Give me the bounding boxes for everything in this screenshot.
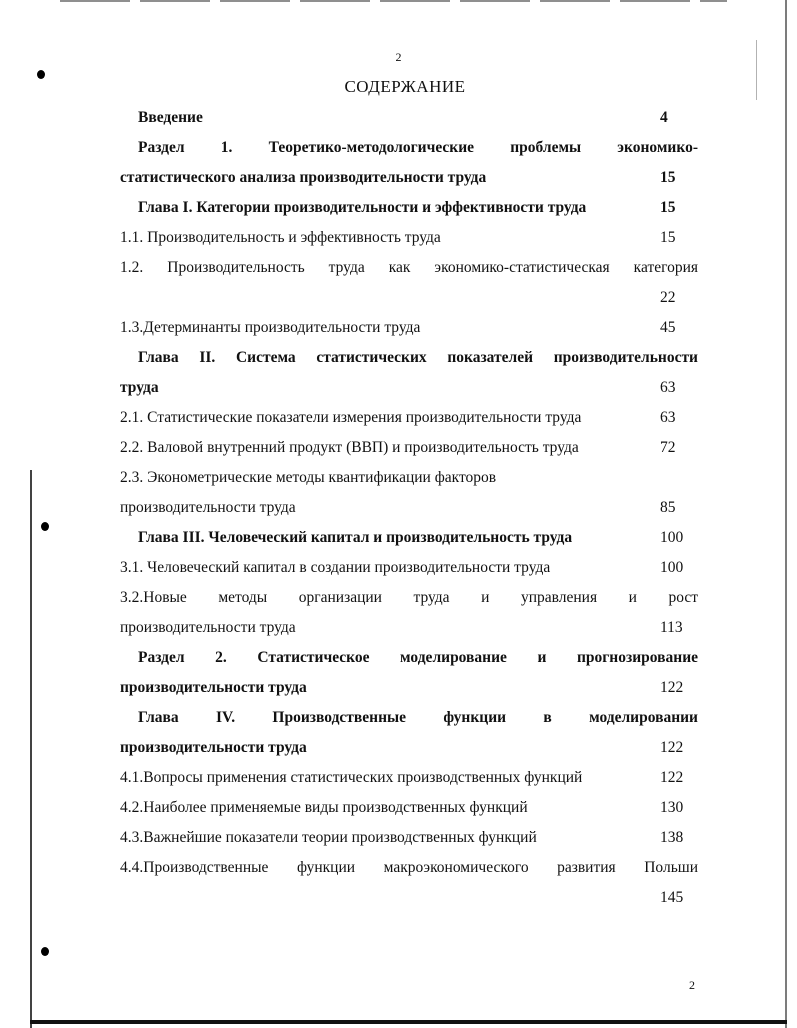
toc-entry-page: 122 (660, 679, 684, 696)
toc-entry-1-2 (120, 253, 698, 283)
toc-entry-page: 138 (660, 829, 684, 846)
toc-entry-text: 4.4.Производственные функции макроэкономического развития Польши (120, 859, 698, 876)
toc-entry-section2-line1 (120, 643, 698, 673)
punch-hole-middle (41, 522, 49, 531)
scan-edge-bottom (30, 1020, 787, 1024)
toc-entry-2-2 (120, 433, 698, 463)
toc-entry-2-1 (120, 403, 698, 433)
toc-entry-3-2-line2 (120, 613, 698, 643)
toc-entry-4-1 (120, 763, 698, 793)
toc-entry-text: Глава II. Система статистических показателей производительности (138, 349, 698, 366)
toc-entry-text: 1.1. Производительность и эффективность труда (120, 229, 441, 246)
toc-entry-page: 22 (660, 289, 676, 306)
toc-entry-3-1 (120, 553, 698, 583)
toc-entry-4-2 (120, 793, 698, 823)
toc-entry-page: 15 (660, 169, 676, 186)
toc-entry-chapter3 (120, 523, 698, 553)
toc-entry-page: 63 (660, 409, 676, 426)
scan-edge-right (785, 0, 787, 1028)
toc-entry-3-2-line1 (120, 583, 698, 613)
toc-entry-text: 2.1. Статистические показатели измерения производительности труда (120, 409, 582, 426)
toc-entry-text: 4.2.Наиболее применяемые виды производственных функций (120, 799, 528, 816)
page-number-bottom: 2 (689, 978, 695, 992)
toc-entry-page: 122 (660, 739, 684, 756)
toc-entry-text: Введение (138, 109, 203, 126)
toc-entry-chapter4-line2 (120, 733, 698, 763)
toc-entry-page: 122 (660, 769, 684, 786)
scan-edge-top (60, 0, 727, 2)
toc-entry-text: Раздел 2. Статистическое моделирование и прогнозирование (138, 649, 698, 666)
toc-entry-text: 2.2. Валовой внутренний продукт (ВВП) и производительность труда (120, 439, 579, 456)
toc-entry-page: 45 (660, 319, 676, 336)
toc-entry-text: Раздел 1. Теоретико-методологические проблемы экономико- (138, 139, 698, 156)
toc-entry-page: 113 (660, 619, 683, 636)
toc-entry-text: Глава I. Категории производительности и эффективности труда (138, 199, 587, 216)
toc-entry-text: 1.3.Детерминанты производительности труда (120, 319, 421, 336)
toc-entry-page: 145 (660, 889, 684, 906)
toc-entry-page: 15 (660, 199, 676, 216)
toc-entry-page: 130 (660, 799, 684, 816)
toc-entry-text: 1.2. Производительность труда как экономико-статистическая категория (120, 259, 698, 276)
toc-entry-chapter2-line1 (120, 343, 698, 373)
toc-entry-chapter2-line2 (120, 373, 698, 403)
toc-entry-page: 85 (660, 499, 676, 516)
toc-entry-1-2-page-line (120, 283, 698, 313)
toc-entry-intro (120, 103, 698, 133)
toc-entry-chapter4-line1 (120, 703, 698, 733)
table-of-contents (120, 103, 698, 913)
toc-entry-2-3-line2 (120, 493, 698, 523)
toc-entry-chapter1 (120, 193, 698, 223)
toc-entry-4-3 (120, 823, 698, 853)
toc-entry-page: 72 (660, 439, 676, 456)
toc-entry-text: производительности труда (120, 619, 296, 636)
toc-entry-1-1 (120, 223, 698, 253)
punch-hole-bottom (41, 947, 49, 956)
toc-entry-page: 100 (660, 529, 684, 546)
toc-entry-text: труда (120, 379, 159, 396)
scan-edge-left (30, 470, 32, 1028)
toc-entry-text: 4.3.Важнейшие показатели теории производственных функций (120, 829, 537, 846)
toc-entry-text: производительности труда (120, 739, 307, 756)
toc-entry-text: Глава IV. Производственные функции в моделировании (138, 709, 698, 726)
toc-entry-text: 4.1.Вопросы применения статистических производственных функций (120, 769, 583, 786)
toc-entry-page: 4 (660, 109, 668, 126)
toc-entry-text: Глава III. Человеческий капитал и производительность труда (138, 529, 573, 546)
toc-entry-text: 2.3. Эконометрические методы квантификации факторов (120, 469, 497, 486)
toc-entry-text: 3.2.Новые методы организации труда и управления и рост (120, 589, 698, 606)
toc-entry-text: производительности труда (120, 499, 296, 516)
toc-entry-section2-line2 (120, 673, 698, 703)
page-number-top: 2 (395, 50, 402, 64)
toc-entry-1-3 (120, 313, 698, 343)
toc-entry-page: 15 (660, 229, 676, 246)
toc-entry-text: статистического анализа производительности труда (120, 169, 487, 186)
page-title: СОДЕРЖАНИЕ (344, 77, 466, 96)
toc-entry-page: 100 (660, 559, 684, 576)
toc-entry-text: 3.1. Человеческий капитал в создании производительности труда (120, 559, 551, 576)
toc-entry-text: производительности труда (120, 679, 307, 696)
toc-entry-section1-line1 (120, 133, 698, 163)
toc-entry-page: 63 (660, 379, 676, 396)
toc-entry-4-4-page-line (120, 883, 698, 913)
toc-entry-4-4 (120, 853, 698, 883)
toc-entry-2-3-line1 (120, 463, 698, 493)
toc-entry-section1-line2 (120, 163, 698, 193)
